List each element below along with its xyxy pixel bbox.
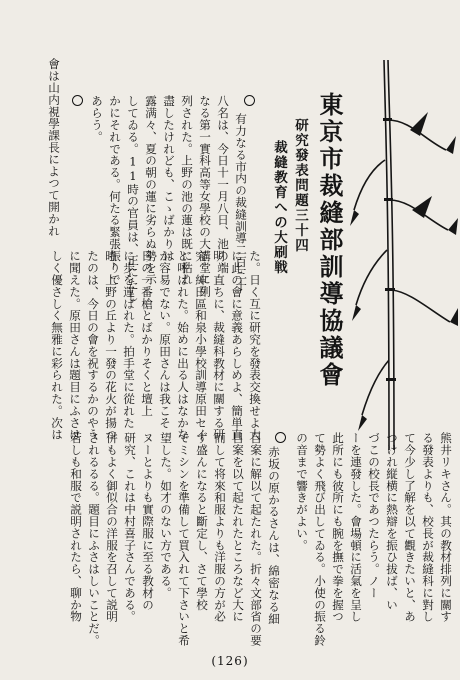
article-subtitle-1: 研究發表問題三十四 bbox=[292, 118, 308, 253]
article-subtitle-2: 裁縫教育への大刷戦 bbox=[271, 140, 287, 275]
text-column: ず盛んになると斷定し、さて學校 bbox=[195, 432, 209, 611]
text-column: 明、直ちに、裁縫科教材に關する研 bbox=[212, 250, 226, 441]
text-column: 目案に解以て起たれた。折々文部省の要 bbox=[249, 432, 263, 647]
text-column: 研究、これは中村喜子さんである。 bbox=[123, 432, 137, 623]
text-column: 列された。上野の池の蓮は既に枯れ bbox=[180, 95, 194, 286]
text-column: 此所にも彼所にも腕を撫で拳を握つ bbox=[331, 432, 345, 623]
text-column: たのは、今日の會を祝するかのやう bbox=[86, 250, 100, 441]
text-column: でミシンを準備して買入れて下さいと希 bbox=[177, 432, 191, 647]
text-column: 併もよく御似合の洋服を召して説明 bbox=[105, 432, 119, 623]
text-column: 日の一番槍とばかりそくと壇上 bbox=[140, 250, 154, 417]
section-circle-3 bbox=[275, 432, 286, 443]
text-column: 盡したけれども、こゝばかりは bbox=[162, 95, 176, 262]
text-column: て勢よく飛び出してゐる。小使の振る鈴 bbox=[313, 432, 327, 647]
section-circle-2 bbox=[72, 95, 83, 106]
text-column: されるるる。題目にふさはしいことだ。 bbox=[87, 432, 101, 647]
text-column: 時、上野の丘より一發の花火が揚つ bbox=[104, 250, 118, 441]
text-column: しく優さしく無雅に彩られた。次は bbox=[50, 250, 64, 441]
text-column: なる第一實科高等女學校の大講堂に列 bbox=[198, 95, 212, 298]
text-column: 露满々、夏の朝の蓮に劣らぬ勢を示 bbox=[144, 95, 158, 286]
text-column: る發表よりも、校長が裁縫科に對し bbox=[421, 432, 435, 623]
page-number: (126) bbox=[211, 654, 249, 668]
text-column: 而して将來和服よりも洋服の方が必 bbox=[213, 432, 227, 623]
text-column: 有力なる市内の裁縫訓導二百三十 bbox=[234, 113, 248, 292]
text-column: ヌーとよりも實際服に至る教材の bbox=[141, 432, 155, 611]
text-column: の音まで響きがよい。 bbox=[295, 432, 309, 551]
text-column: してゐる。11時の官員は、正にたし bbox=[126, 95, 140, 303]
text-column: た。日く互に研究を發表交換せよ大 bbox=[248, 250, 262, 441]
text-column: て今少し了解を以て觀きたいと、あ bbox=[403, 432, 417, 623]
text-column: 若しも和服で説明されたら、聊か物 bbox=[69, 432, 83, 623]
text-column: 究。紳田區和泉小學校訓導原田セイ bbox=[194, 250, 208, 441]
text-column: 赤坂の原かるさんは、綿密なる細 bbox=[267, 446, 281, 625]
text-column: に歩を運ばれた。拍手堂に從れた bbox=[122, 250, 136, 429]
text-column: に聞えた。原田さんは題目にふさは bbox=[68, 250, 82, 441]
text-column: あらう。 bbox=[90, 95, 104, 143]
text-column: と呼ばれた。始めに出る人はなかな bbox=[176, 250, 190, 441]
text-column: づこの校長であつたらう。ノー bbox=[367, 432, 381, 599]
section-circle-1 bbox=[244, 95, 255, 106]
article-title: 東京市裁縫部訓導協議會 bbox=[315, 92, 344, 389]
text-column: 望した。如才のない方である。 bbox=[159, 432, 173, 599]
text-column: 目案を以て起たれたところなど大に bbox=[231, 432, 245, 623]
text-column: かにそれである。何たる緊張振りで bbox=[108, 95, 122, 286]
text-column: か容易でない。原田さんは我こそ bbox=[158, 250, 172, 429]
text-column: 會は山内視學課長によつて開かれ bbox=[47, 58, 61, 237]
text-column: に此の會に意義あらしめよ、簡単直 bbox=[230, 250, 244, 441]
text-column: 熊井リキさん。其の教材排列に關す bbox=[439, 432, 453, 623]
text-column: つけれ縦横に熱辯を振ひ拔ば、い bbox=[385, 432, 399, 611]
bamboo-illustration bbox=[350, 60, 460, 450]
text-column: 八名は、今日十一月八日、池の端 bbox=[216, 95, 230, 274]
text-column: ーを連發した。會場頓に活氣を呈し bbox=[349, 432, 363, 623]
